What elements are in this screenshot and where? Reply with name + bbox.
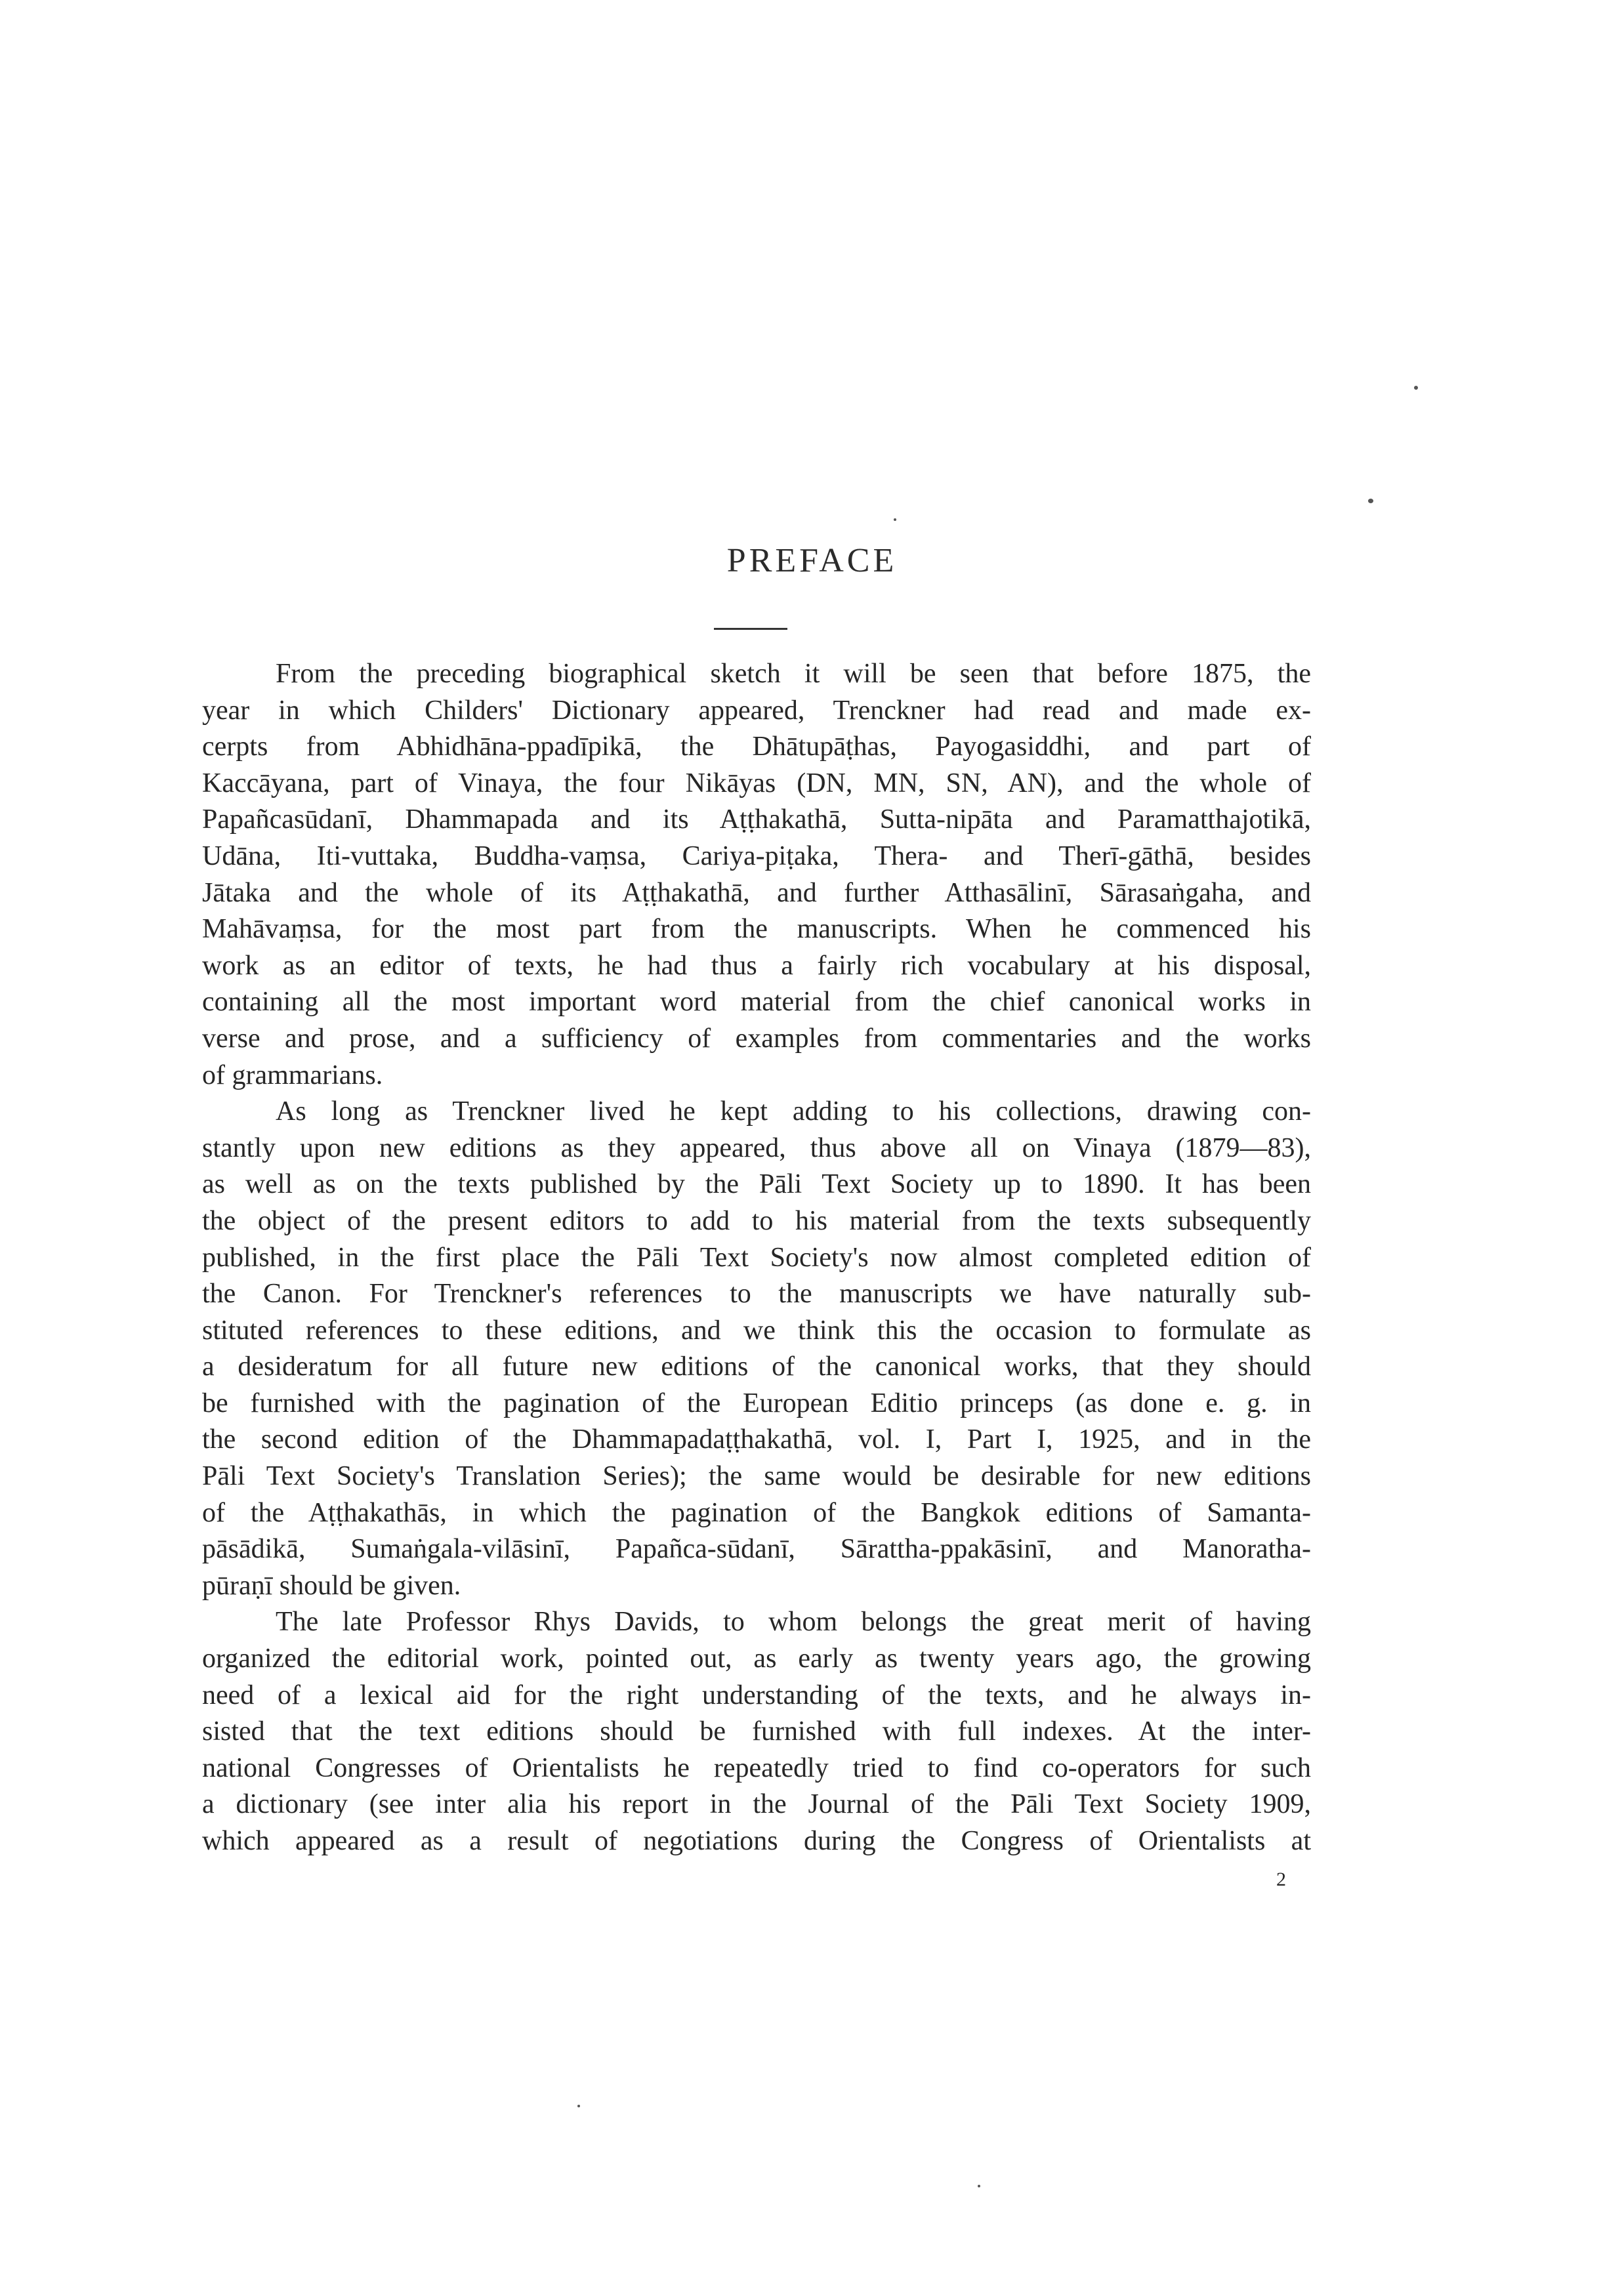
paragraph-2: [202, 1094, 1311, 1604]
text-line: Kaccāyana, part of Vinaya, the four Nikāyas (DN, MN, SN, AN), and the whole of: [202, 768, 1311, 798]
scan-speck: [1368, 499, 1373, 503]
text-line: verse and prose, and a sufficiency of examples from commentaries and the works: [202, 1023, 1311, 1054]
text-line: Mahāvaṃsa, for the most part from the manuscripts. When he commenced his: [202, 914, 1311, 945]
scan-speck: [894, 518, 896, 521]
text-line: work as an editor of texts, he had thus a fairly rich vocabulary at his disposal,: [202, 950, 1311, 981]
text-line: which appeared as a result of negotiations during the Congress of Orientalists at: [202, 1826, 1311, 1856]
text-line: organized the editorial work, pointed out, as early as twenty years ago, the growing: [202, 1644, 1311, 1674]
text-line: Udāna, Iti-vuttaka, Buddha-vaṃsa, Cariya-piṭaka, Thera- and Therī-gāthā, besides: [202, 840, 1311, 871]
text-line: The late Professor Rhys Davids, to whom belongs the great merit of having: [276, 1607, 1311, 1638]
text-line: the Canon. For Trenckner's references to the manuscripts we have naturally sub-: [202, 1279, 1311, 1310]
text-line: of grammarians.: [202, 1060, 383, 1090]
text-line: containing all the most important word material from the chief canonical works in: [202, 987, 1311, 1018]
text-line: From the preceding biographical sketch it will be seen that before 1875, the: [276, 659, 1311, 689]
text-line: of the Aṭṭhakathās, in which the pagination of the Bangkok editions of Samanta-: [202, 1497, 1311, 1528]
text-line: be furnished with the pagination of the European Editio princeps (as done e. g. in: [202, 1388, 1311, 1418]
text-line: cerpts from Abhidhāna-ppadīpikā, the Dhātupāṭhas, Payogasiddhi, and part of: [202, 732, 1311, 762]
text-line: Pāli Text Society's Translation Series); the same would be desirable for new editions: [202, 1461, 1311, 1492]
text-line: stituted references to these editions, and we think this the occasion to formulate as: [202, 1315, 1311, 1346]
page-number: 2: [1276, 1869, 1286, 1890]
text-line: published, in the first place the Pāli Text Society's now almost completed edition of: [202, 1242, 1311, 1273]
text-line: a dictionary (see inter alia his report in the Journal of the Pāli Text Society 1909,: [202, 1789, 1311, 1820]
text-line: sisted that the text editions should be furnished with full indexes. At the inter-: [202, 1716, 1311, 1747]
title-rule: [714, 628, 787, 630]
page-title: PREFACE: [726, 542, 898, 579]
text-line: as well as on the texts published by the Pāli Text Society up to 1890. It has been: [202, 1169, 1311, 1200]
paragraph-3: [202, 1604, 1311, 1859]
text-line: the second edition of the Dhammapadaṭṭhakathā, vol. I, Part I, 1925, and in the: [202, 1424, 1311, 1455]
text-line: Jātaka and the whole of its Aṭṭhakathā, and further Atthasālinī, Sārasaṅgaha, and: [202, 877, 1311, 908]
scan-speck: [577, 2105, 580, 2107]
text-line: the object of the present editors to add to his material from the texts subsequently: [202, 1205, 1311, 1236]
text-line: stantly upon new editions as they appeared, thus above all on Vinaya (1879—83),: [202, 1132, 1311, 1163]
preface-body: [202, 656, 1311, 1860]
text-line: pūraṇī should be given.: [202, 1570, 461, 1601]
text-line: year in which Childers' Dictionary appeared, Trenckner had read and made ex-: [202, 695, 1311, 726]
scan-speck: [978, 2185, 980, 2187]
text-line: national Congresses of Orientalists he repeatedly tried to find co-operators for such: [202, 1752, 1311, 1783]
text-line: need of a lexical aid for the right understanding of the texts, and he always in-: [202, 1680, 1311, 1710]
text-line: As long as Trenckner lived he kept adding to his collections, drawing con-: [276, 1096, 1311, 1127]
text-line: a desideratum for all future new editions of the canonical works, that they should: [202, 1352, 1311, 1382]
text-line: Papañcasūdanī, Dhammapada and its Aṭṭhakathā, Sutta-nipāta and Paramatthajotikā,: [202, 804, 1311, 835]
paragraph-1: [202, 656, 1311, 1094]
text-line: pāsādikā, Sumaṅgala-vilāsinī, Papañca-sūdanī, Sāratthа-ppakāsinī, and Manoratha-: [202, 1534, 1311, 1565]
scan-speck: [1414, 386, 1418, 390]
